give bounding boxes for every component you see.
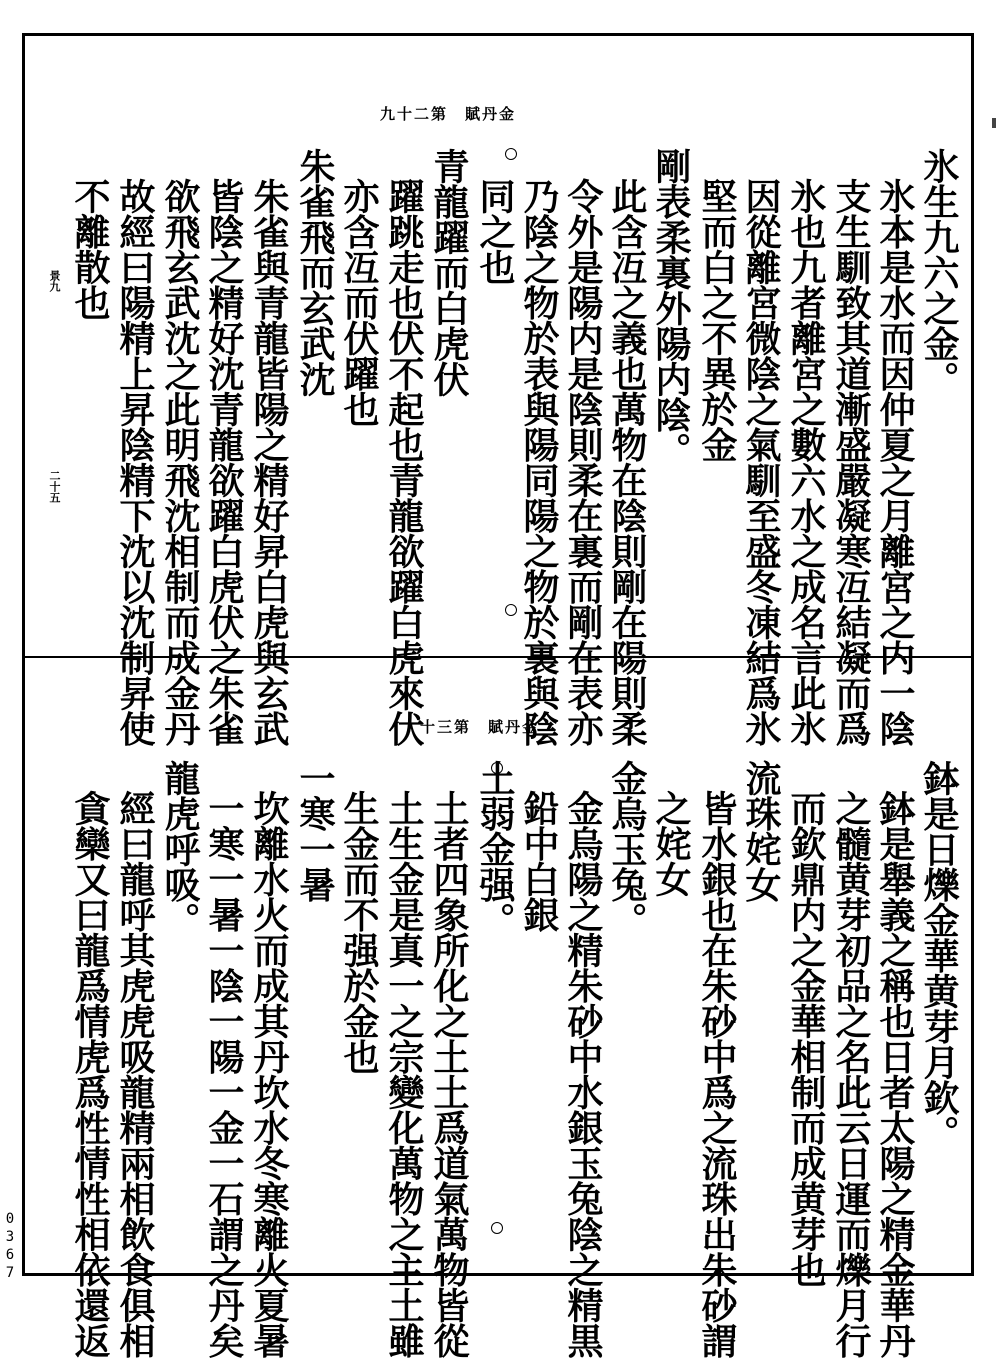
bottom-column-7: 之姹女	[650, 790, 692, 897]
top-column-9: 令外是陽内是陰則柔在裏而剛在表亦	[562, 178, 604, 746]
bottom-page-header: 十三第 賦丹金	[420, 718, 540, 736]
top-column-13: 躍跳走也伏不起也青龍欲躍白虎來伏	[383, 178, 425, 746]
top-column-19: 故經曰陽精上昇陰精下沈以沈制昇使	[114, 178, 156, 746]
bottom-column-17: 一寒一暑一陰一陽一金一石謂之丹矣	[203, 790, 245, 1358]
top-column-11: 同之也	[474, 178, 516, 285]
bottom-column-20: 貪欒又曰龍爲情虎爲性情性相依還返	[69, 790, 111, 1358]
scan-edge-mark	[992, 118, 996, 128]
bottom-column-19: 經曰龍呼其虎虎吸龍精兩相飲食俱相	[114, 790, 156, 1358]
top-column-8: 此含冱之義也萬物在陰則剛在陽則柔	[606, 178, 648, 746]
top-footer-number: 二十五	[48, 470, 61, 503]
top-column-1: 氷生九六之金。	[918, 148, 960, 397]
bottom-column-5: 流珠姹女	[740, 760, 782, 902]
bottom-column-16: 坎離水火而成其丹坎水冬寒離火夏暑	[248, 790, 290, 1358]
top-page-header: 九十二第 賦丹金	[380, 105, 517, 123]
top-column-15: 朱雀飛而玄武沈	[294, 148, 336, 397]
bottom-section-circle-1	[491, 762, 503, 774]
bottom-column-18: 龍虎呼吸。	[159, 760, 201, 938]
bottom-column-12: 土者四象所化之土土爲道氣萬物皆從	[428, 790, 470, 1358]
bottom-column-3: 之髓黄芽初品之名此云日運而爍月行	[830, 790, 872, 1358]
top-column-20: 不離散也	[69, 178, 111, 320]
top-column-16: 朱雀與青龍皆陽之精好昇白虎與玄武	[248, 178, 290, 746]
bottom-column-15: 一寒一暑	[294, 760, 336, 902]
top-section-circle-2	[505, 604, 517, 616]
top-column-7: 剛表柔裏外陽内陰。	[650, 148, 692, 468]
top-column-2: 氷本是水而因仲夏之月離宮之内一陰	[874, 178, 916, 746]
top-column-14: 亦含冱而伏躍也	[338, 178, 380, 427]
bottom-column-8: 金烏玉兔。	[606, 760, 648, 938]
bottom-column-9: 金烏陽之精朱砂中水銀玉兔陰之精黒	[562, 790, 604, 1358]
bottom-column-2: 鉢是舉義之稱也日者太陽之精金華丹	[874, 790, 916, 1358]
top-column-4: 氷也九者離宮之數六水之成名言此氷	[785, 178, 827, 746]
bottom-column-10: 鉛中白銀	[518, 790, 560, 932]
top-column-5: 因從離宮微陰之氣馴至盛冬凍結爲氷	[740, 178, 782, 746]
top-column-10: 乃陰之物於表與陽同陽之物於裏與陰	[518, 178, 560, 746]
top-column-6: 堅而白之不異於金	[696, 178, 738, 462]
bottom-column-4: 而欽鼎内之金華相制而成黄芽也	[785, 790, 827, 1287]
top-column-18: 欲飛玄武沈之此明飛沈相制而成金丹	[159, 178, 201, 746]
bottom-column-14: 生金而不强於金也	[338, 790, 380, 1074]
top-column-12: 青龍躍而白虎伏	[428, 148, 470, 397]
page-code: 0367	[5, 1211, 15, 1281]
bottom-column-11: 土弱金强。	[474, 760, 516, 938]
top-footer-label: 景九	[48, 270, 61, 292]
bottom-section-circle-2	[491, 1222, 503, 1234]
top-column-17: 皆陰之精好沈青龍欲躍白虎伏之朱雀	[203, 178, 245, 746]
bottom-column-1: 鉢是日爍金華黄芽月欽。	[918, 760, 960, 1151]
bottom-column-6: 皆水銀也在朱砂中爲之流珠出朱砂謂	[696, 790, 738, 1358]
bottom-column-13: 土生金是真一之宗變化萬物之主土雖	[383, 790, 425, 1358]
top-section-circle-1	[505, 148, 517, 160]
top-column-3: 支生馴致其道漸盛嚴凝寒冱結凝而爲	[830, 178, 872, 746]
